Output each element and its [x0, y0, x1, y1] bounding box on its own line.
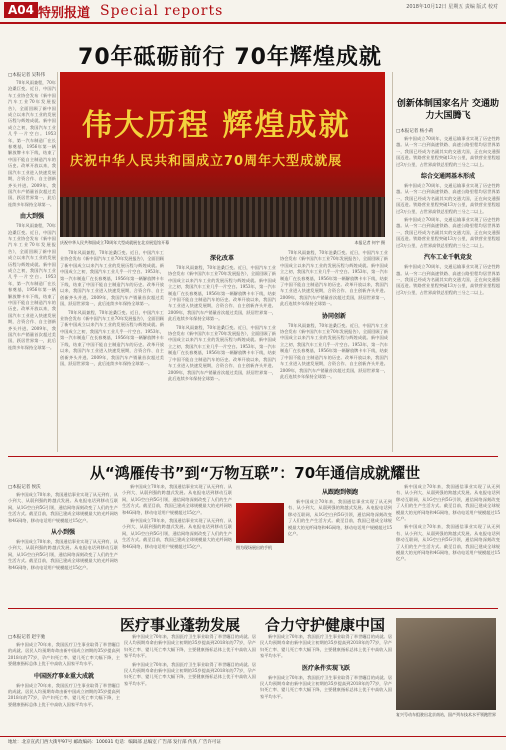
third-column-2 — [124, 634, 256, 732]
side-byline: □本报记者 杨小莉 — [396, 129, 434, 134]
third-subhead-1: 中国医疗事业重大成就 — [33, 672, 94, 680]
side-paragraph: 新中国成立70周年，交通运输事业实现了历史性跨越。从一穷二白到高速铁路、高速公路里程均居世界第一，我国已经成为名副其实的交通大国，正在向交通强国迈进。铁路营业里程突破13万公里，高铁营业里程超过3万公里，占世界高铁总里程的三分之二以上。 — [396, 217, 500, 248]
third-paragraph: 新中国成立70年来，我国医疗卫生事业取得了举世瞩目的成就。居民人均预期寿命由新中国成立初期的35岁提高到2018年的77岁，孕产妇死亡率、婴儿死亡率大幅下降，主要健康指标总体上优于中高收入国家平均水平。 — [8, 682, 120, 707]
column-divider — [392, 72, 393, 452]
second-byline: □本报记者 侯沃 — [8, 485, 41, 490]
section-rule — [8, 608, 498, 609]
third-photo — [396, 618, 496, 710]
side-paragraph: 新中国成立70周年，交通运输事业实现了历史性跨越。从一穷二白到高速铁路、高速公路里程均居世界第一，我国已经成为名副其实的交通大国，正在向交通强国迈进。铁路营业里程突破13万公里，高铁营业里程超过3万公里，占世界高铁总里程的三分之二以上。 — [396, 183, 500, 214]
lead-paragraph: 70年风雨兼程，70年沧桑巨变。近日，中国汽车工业协会发布《新中国汽车工业70年发展报告》，全面回顾了新中国成立以来汽车工业的发展历程与辉煌成就。新中国成立之初，我国汽车工业几乎一片空白。1953年，第一汽车制造厂在长春奠基，1956年第一辆解放牌卡车下线，结束了中国不能自主制造汽车的历史。改革开放以来，我国汽车工业进入快速发展期，合资合作、自主创新齐头并进。2009年，我国汽车产销量首次超过美国，跃居世界第一，此后连续多年保持全球第一。 — [168, 324, 276, 381]
third-paragraph: 新中国成立70年来，我国医疗卫生事业取得了举世瞩目的成就。居民人均预期寿命由新中国成立初期的35岁提高到2018年的77岁，孕产妇死亡率、婴儿死亡率大幅下降，主要健康指标总体上优于中高收入国家平均水平。 — [124, 661, 256, 686]
lead-paragraph: 70年风雨兼程，70年沧桑巨变。近日，中国汽车工业协会发布《新中国汽车工业70年发展报告》，全面回顾了新中国成立以来汽车工业的发展历程与辉煌成就。新中国成立之初，我国汽车工业几乎一片空白。1953年，第一汽车制造厂在长春奠基，1956年第一辆解放牌卡车下线，结束了中国不能自主制造汽车的历史。改革开放以来，我国汽车工业进入快速发展期，合资合作、自主创新齐头并进。2009年，我国汽车产销量首次超过美国，跃居世界第一，此后连续多年保持全球第一。 — [280, 250, 388, 307]
section-title-en: Special reports — [100, 3, 224, 19]
photo-caption — [60, 240, 385, 246]
side-headline: 创新体制国家名片 交通助力大国腾飞 — [396, 99, 500, 121]
section-rule — [8, 456, 498, 457]
second-paragraph: 新中国成立70年来，我国通信事业实现了从无到有、从小到大、从弱到强的跨越式发展。从电报电话到移动互联网，从1G空白到5G引领，通信网络深刻改变了人们的生产生活方式。截至目前，我国已建成全球规模最大的光纤网络和4G网络，移动电话用户规模超过15亿户。 — [122, 518, 232, 549]
second-subhead-2: 从跟跑到领跑 — [321, 489, 358, 496]
third-byline: □本报记者 赵宇驰 — [8, 635, 46, 640]
lead-paragraph: 70年风雨兼程，70年沧桑巨变。近日，中国汽车工业协会发布《新中国汽车工业70年发展报告》，全面回顾了新中国成立以来汽车工业的发展历程与辉煌成就。新中国成立之初，我国汽车工业几乎一片空白。1953年，第一汽车制造厂在长春奠基，1956年第一辆解放牌卡车下线，结束了中国不能自主制造汽车的历史。改革开放以来，我国汽车工业进入快速发展期，合资合作、自主创新齐头并进。2009年，我国汽车产销量首次超过美国，跃居世界第一，此后连续多年保持全球第一。 — [280, 322, 388, 379]
page-number: A04 — [4, 2, 38, 18]
column-divider — [57, 72, 58, 452]
lead-photo — [60, 72, 385, 237]
second-column-1 — [8, 484, 118, 604]
second-subhead-1: 从小到强 — [50, 529, 75, 537]
third-column-1 — [8, 634, 120, 732]
second-photo-caption: 图为现场展出的手机 — [236, 545, 272, 550]
second-headline: 从“鸿雁传书”到“万物互联”：70年通信成就耀世 — [89, 464, 421, 482]
lead-paragraph: 70年风雨兼程，70年沧桑巨变。近日，中国汽车工业协会发布《新中国汽车工业70年发展报告》，全面回顾了新中国成立以来汽车工业的发展历程与辉煌成就。新中国成立之初，我国汽车工业几乎一片空白。1953年，第一汽车制造厂在长春奠基，1956年第一辆解放牌卡车下线，结束了中国不能自主制造汽车的历史。改革开放以来，我国汽车工业进入快速发展期，合资合作、自主创新齐头并进。2009年，我国汽车产销量首次超过美国，跃居世界第一，此后连续多年保持全球第一。 — [60, 309, 164, 366]
third-subhead-2: 医疗条件实现飞跃 — [301, 664, 350, 672]
lead-byline: □本报记者 吴科伟 — [8, 73, 46, 78]
side-paragraph: 新中国成立70周年，交通运输事业实现了历史性跨越。从一穷二白到高速铁路、高速公路里程均居世界第一，我国已经成为名副其实的交通大国，正在向交通强国迈进。铁路营业里程突破13万公里，高铁营业里程超过3万公里，占世界高铁总里程的三分之二以上。 — [396, 136, 500, 167]
second-paragraph: 新中国成立70年来，我国通信事业实现了从无到有、从小到大、从弱到强的跨越式发展。从电报电话到移动互联网，从1G空白到5G引领，通信网络深刻改变了人们的生产生活方式。截至目前，我国已建成全球规模最大的光纤网络和4G网络，移动电话用户规模超过15亿户。 — [8, 539, 118, 570]
footer: 地址：北京宣武门西大街甲97号 邮政编码：100031 电话：编辑部 总编室 广告部 发行部 传真 广告许可证 — [0, 736, 506, 750]
second-paragraph: 新中国成立70年来，我国通信事业实现了从无到有、从小到大、从弱到强的跨越式发展。从电报电话到移动互联网，从1G空白到5G引领，通信网络深刻改变了人们的生产生活方式。截至目前，我国已建成全球规模最大的光纤网络和4G网络，移动电话用户规模超过15亿户。 — [122, 484, 232, 515]
lead-paragraph: 70年风雨兼程，70年沧桑巨变。近日，中国汽车工业协会发布《新中国汽车工业70年发展报告》，全面回顾了新中国成立以来汽车工业的发展历程与辉煌成就。新中国成立之初，我国汽车工业几乎一片空白。1953年，第一汽车制造厂在长春奠基，1956年第一辆解放牌卡车下线，结束了中国不能自主制造汽车的历史。改革开放以来，我国汽车工业进入快速发展期，合资合作、自主创新齐头并进。2009年，我国汽车产销量首次超过美国，跃居世界第一，此后连续多年保持全球第一。 — [8, 223, 56, 350]
lead-subhead-3: 协同创新 — [321, 312, 346, 320]
second-paragraph: 新中国成立70年来，我国通信事业实现了从无到有、从小到大、从弱到强的跨越式发展。从电报电话到移动互联网，从1G空白到5G引领，通信网络深刻改变了人们的生产生活方式。截至目前，我国已建成全球规模最大的光纤网络和4G网络，移动电话用户规模超过15亿户。 — [288, 499, 392, 537]
second-column-2 — [122, 484, 232, 604]
side-subhead-2: 汽车工业千帆竞发 — [423, 254, 472, 262]
lead-column-4 — [280, 250, 388, 452]
lead-paragraph: 70年风雨兼程，70年沧桑巨变。近日，中国汽车工业协会发布《新中国汽车工业70年发展报告》，全面回顾了新中国成立以来汽车工业的发展历程与辉煌成就。新中国成立之初，我国汽车工业几乎一片空白。1953年，第一汽车制造厂在长春奠基，1956年第一辆解放牌卡车下线，结束了中国不能自主制造汽车的历史。改革开放以来，我国汽车工业进入快速发展期，合资合作、自主创新齐头并进。2009年，我国汽车产销量首次超过美国，跃居世界第一，此后连续多年保持全球第一。 — [168, 265, 276, 322]
lead-paragraph: 70年风雨兼程，70年沧桑巨变。近日，中国汽车工业协会发布《新中国汽车工业70年发展报告》，全面回顾了新中国成立以来汽车工业的发展历程与辉煌成就。新中国成立之初，我国汽车工业几乎一片空白。1953年，第一汽车制造厂在长春奠基，1956年第一辆解放牌卡车下线，结束了中国不能自主制造汽车的历史。改革开放以来，我国汽车工业进入快速发展期，合资合作、自主创新齐头并进。2009年，我国汽车产销量首次超过美国，跃居世界第一，此后连续多年保持全球第一。 — [8, 80, 56, 207]
third-headline-2: 合力守护健康中国 — [265, 616, 386, 634]
second-photo — [236, 503, 284, 543]
side-column — [396, 128, 500, 452]
section-title: 特别报道 — [38, 6, 91, 21]
lead-column-3 — [168, 250, 276, 452]
side-paragraph: 新中国成立70周年，交通运输事业实现了历史性跨越。从一穷二白到高速铁路、高速公路里程均居世界第一，我国已经成为名副其实的交通大国，正在向交通强国迈进。铁路营业里程突破13万公里，高铁营业里程超过3万公里，占世界高铁总里程的三分之二以上。 — [396, 264, 500, 295]
second-column-3 — [288, 484, 392, 604]
second-paragraph: 新中国成立70年来，我国通信事业实现了从无到有、从小到大、从弱到强的跨越式发展。从电报电话到移动互联网，从1G空白到5G引领，通信网络深刻改变了人们的生产生活方式。截至目前，我国已建成全球规模最大的光纤网络和4G网络，移动电话用户规模超过15亿户。 — [8, 492, 118, 523]
lead-column-2 — [60, 250, 164, 452]
side-subhead-1: 综合交通网基本形成 — [420, 173, 475, 181]
third-paragraph: 新中国成立70年来，我国医疗卫生事业取得了举世瞩目的成就。居民人均预期寿命由新中国成立初期的35岁提高到2018年的77岁，孕产妇死亡率、婴儿死亡率大幅下降，主要健康指标总体上优于中高收入国家平均水平。 — [8, 642, 120, 667]
third-paragraph: 新中国成立70年来，我国医疗卫生事业取得了举世瞩目的成就。居民人均预期寿命由新中国成立初期的35岁提高到2018年的77岁，孕产妇死亡率、婴儿死亡率大幅下降，主要健康指标总体上优于中高收入国家平均水平。 — [260, 674, 392, 699]
lead-subhead-1: 由大到强 — [19, 213, 44, 221]
third-headline-1: 医疗事业蓬勃发展 — [120, 616, 241, 634]
caption-text: 庆祝中华人民共和国成立70周年大型成就展在北京展览馆开幕 — [60, 240, 170, 245]
third-paragraph: 新中国成立70年来，我国医疗卫生事业取得了举世瞩目的成就。居民人均预期寿命由新中国成立初期的35岁提高到2018年的77岁，孕产妇死亡率、婴儿死亡率大幅下降，主要健康指标总体上优于中高收入国家平均水平。 — [260, 634, 392, 659]
lead-column-1 — [8, 72, 56, 452]
second-paragraph: 新中国成立70年来，我国通信事业实现了从无到有、从小到大、从弱到强的跨越式发展。从电报电话到移动互联网，从1G空白到5G引领，通信网络深刻改变了人们的生产生活方式。截至目前，我国已建成全球规模最大的光纤网络和4G网络，移动电话用户规模超过15亿户。 — [396, 484, 500, 522]
second-column-4 — [396, 484, 500, 604]
lead-paragraph: 70年风雨兼程，70年沧桑巨变。近日，中国汽车工业协会发布《新中国汽车工业70年发展报告》，全面回顾了新中国成立以来汽车工业的发展历程与辉煌成就。新中国成立之初，我国汽车工业几乎一片空白。1953年，第一汽车制造厂在长春奠基，1956年第一辆解放牌卡车下线，结束了中国不能自主制造汽车的历史。改革开放以来，我国汽车工业进入快速发展期，合资合作、自主创新齐头并进。2009年，我国汽车产销量首次超过美国，跃居世界第一，此后连续多年保持全球第一。 — [60, 250, 164, 307]
third-paragraph: 新中国成立70年来，我国医疗卫生事业取得了举世瞩目的成就。居民人均预期寿命由新中国成立初期的35岁提高到2018年的77岁，孕产妇死亡率、婴儿死亡率大幅下降，主要健康指标总体上优于中高收入国家平均水平。 — [124, 634, 256, 659]
second-paragraph: 新中国成立70年来，我国通信事业实现了从无到有、从小到大、从弱到强的跨越式发展。从电报电话到移动互联网，从1G空白到5G引领，通信网络深刻改变了人们的生产生活方式。截至目前，我国已建成全球规模最大的光纤网络和4G网络，移动电话用户规模超过15亿户。 — [396, 524, 500, 562]
masthead — [0, 0, 506, 24]
third-photo-caption: 复兴号动车组驶出北京南站，国产列车技术水平领跑世界 — [396, 712, 496, 717]
photo-credit: 本报记者 何宇 摄 — [354, 240, 385, 245]
issue-meta: 2018年10月12日 星期五 责编 版式 校对 — [406, 4, 498, 10]
third-column-3 — [260, 634, 392, 732]
lead-headline: 70年砥砺前行 70年辉煌成就 — [78, 45, 382, 70]
lead-subhead-2: 深化改革 — [209, 255, 234, 262]
photo-crowd — [60, 197, 385, 237]
photo-banner-text: 伟大历程 辉煌成就 — [82, 108, 351, 143]
photo-banner-subtext: 庆祝中华人民共和国成立70周年大型成就展 — [70, 154, 343, 169]
